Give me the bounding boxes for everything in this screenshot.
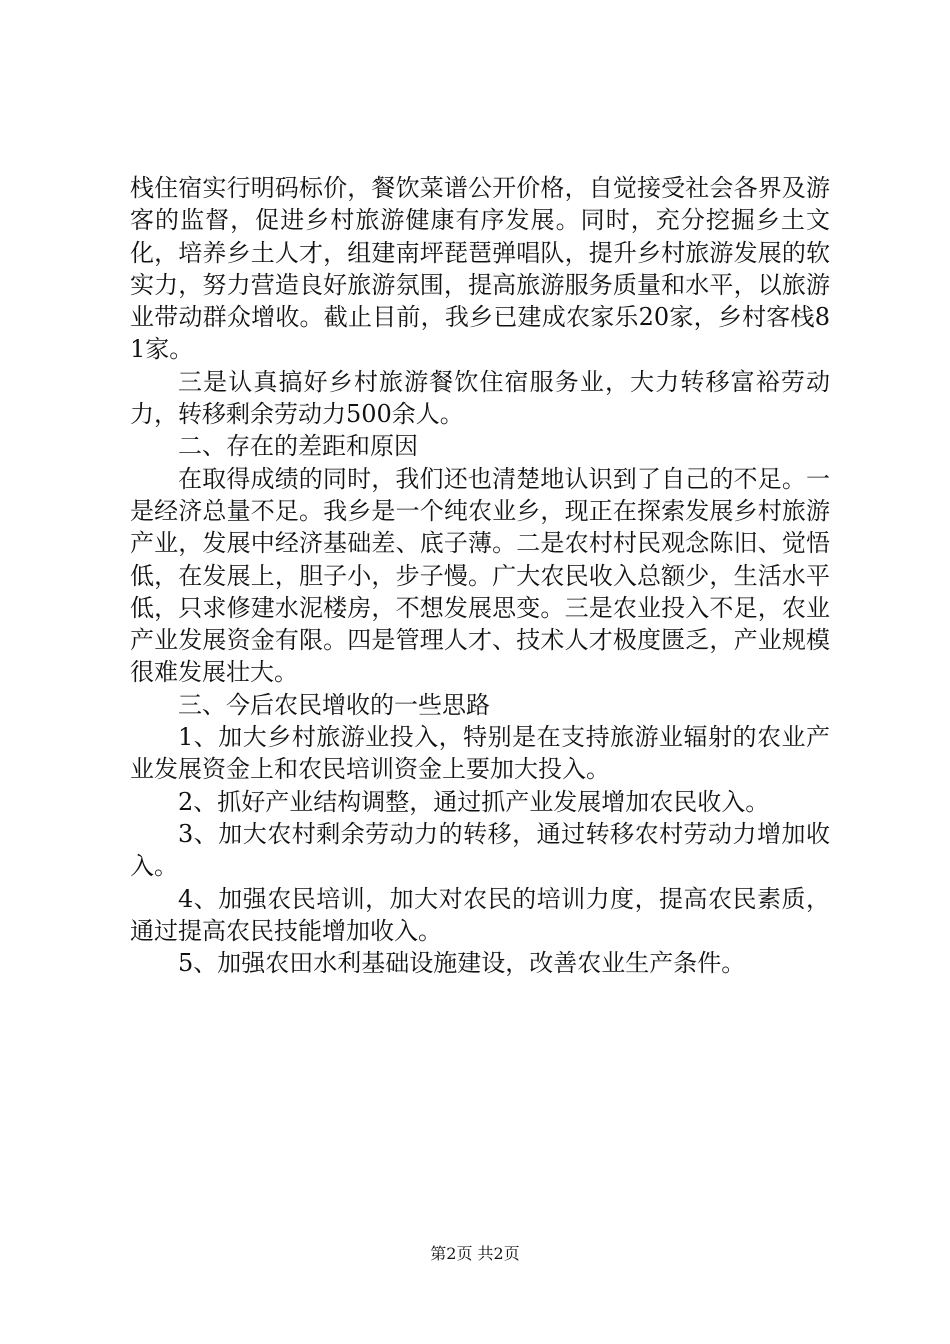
document-body: [130, 172, 830, 979]
list-item-1: 1、加大乡村旅游业投入，特别是在支持旅游业辐射的农业产业发展资金上和农民培训资金上要加大投入。: [130, 723, 830, 784]
section-heading-2: 二、存在的差距和原因: [178, 432, 418, 461]
section-heading-3: 三、今后农民增收的一些思路: [178, 690, 490, 719]
list-item-4: 4、加强农民培训，加大对农民的培训力度，提高农民素质，通过提高农民技能增加收入。: [130, 884, 830, 945]
list-item-3: 3、加大农村剩余劳动力的转移，通过转移农村劳动力增加收入。: [130, 819, 830, 881]
paragraph-1: 栈住宿实行明码标价，餐饮菜谱公开价格，自觉接受社会各界及游客的监督，促进乡村旅游健康有序发展。同时，充分挖掘乡土文化，培养乡土人才，组建南坪琵琶弹唱队，提升乡村旅游发展的软实力，努力营造良好旅游氛围，提高旅游服务质量和水平，以旅游业带动群众增收。截止目前，我乡已建成农家乐20家，乡村客栈81家。: [130, 174, 830, 364]
paragraph-2: 三是认真搞好乡村旅游餐饮住宿服务业，大力转移富裕劳动力，转移剩余劳动力500余人。: [130, 367, 830, 429]
paragraph-3: 在取得成绩的同时，我们还也清楚地认识到了自己的不足。一是经济总量不足。我乡是一个纯农业乡，现正在探索发展乡村旅游产业，发展中经济基础差、底子薄。二是农村村民观念陈旧、觉悟低，在发展上，胆子小，步子慢。广大农民收入总额少，生活水平低，只求修建水泥楼房，不想发展思变。三是农业投入不足，农业产业发展资金有限。四是管理人才、技术人才极度匮乏，产业规模很难发展壮大。: [130, 464, 830, 687]
list-item-5: 5、加强农田水利基础设施建设，改善农业生产条件。: [178, 949, 746, 978]
list-item-2: 2、抓好产业结构调整，通过抓产业发展增加农民收入。: [178, 787, 770, 816]
page-footer: 第2页 共2页: [430, 1244, 520, 1263]
